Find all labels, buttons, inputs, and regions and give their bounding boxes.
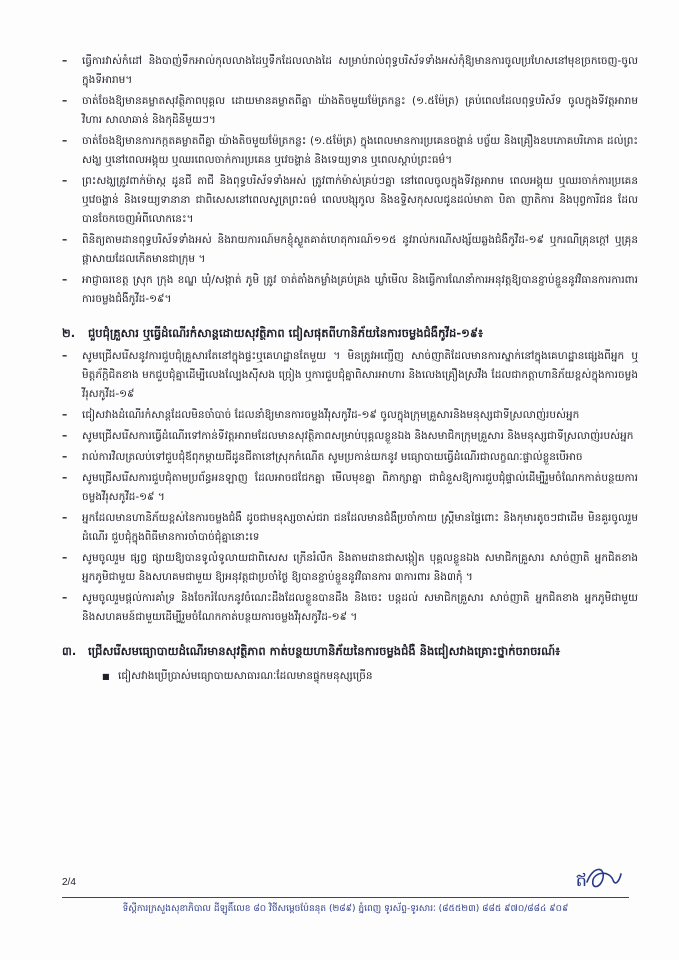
initial-mark: ឥ: [575, 870, 587, 891]
list-item: [62, 271, 638, 309]
list-item-text: រាល់ការវិលត្រលប់ទៅជួបជុំឪពុកម្តាយជីដូនជីតានៅស្រុកកំណើត សូមប្រកាន់យកនូវ មធ្យោបាយធ្វើដំណើរជាលក្ខណៈផ្ទាល់ខ្លួនបើអាច: [82, 451, 583, 463]
list-item: [62, 448, 638, 467]
document-body: [62, 52, 638, 686]
section-2-number: ២.: [62, 326, 76, 340]
list-item-text: ជៀសវាងដំណើរកំសាន្តដែលមិនចាំបាច់ ដែលនាំឱ្យមានការចម្លងវីរុសកូវីដ-១៩ ចូលក្នុងក្រុមគ្រួសារនិងមនុស្សជាទីស្រលាញ់របស់អ្នក: [82, 409, 580, 421]
section-2-list: [62, 347, 638, 627]
section-3-list: [62, 667, 638, 686]
list-item-text: សូមជ្រើសរើសនូវការជួបជុំគ្រួសារតែនៅក្នុងផ្ទះឬគេហដ្ឋានតែមួយ ។ មិនត្រូវអញ្ជើញ សាច់ញាតិដែលមានការស្នាក់នៅក្នុងគេហដ្ឋានផ្សេងពីអ្នក ឬ មិត្តភ័ក្តិជិតខាង មកជួបជុំគ្នាដើម្បីលេងល្បែងសុីសង ច្រៀង ឬការជួបជុំគ្នាពិសារអាហារ និងលេងគ្រឿងស្រវឹង ដែលជាកត្តាហានិភ័យខ្ពស់ក្នុងការចម្លងវីរុសកូវីដ-១៩: [82, 350, 638, 400]
list-item-text: សូមចូលរួម ផ្សព្វ ផ្សាយឱ្យបានទូលំទូលាយជាពិសេស ក្រើនរំលឹក និងតាមដានជាសង្កៀត បុគ្គលខ្លួនឯង សមាជិកគ្រួសារ សាច់ញាតិ អ្នកជិតខាង អ្នកភូមិជាមួយ និងសហគមជាមួយ ឱ្យអនុវត្តជាប្រចាំថ្ងៃ ឱ្យបានខ្ជាប់ខ្ជួននូវវិធានការ ៣ការពារ និង៣កុំ ។: [82, 552, 638, 583]
dash-marker: –: [62, 451, 68, 463]
dash-marker: –: [62, 350, 68, 362]
section-3-title: ជ្រើសរើសមធ្យោបាយដំណើរមានសុវត្ថិភាព កាត់បន្ថយហានិភ័យនៃការចម្លងជំងឺ និងជៀសវាងគ្រោះថ្នាក់ចរាចរណ៍៖: [88, 644, 561, 658]
list-item: [62, 589, 638, 627]
list-item-text: ធ្វើការវាស់កំដៅ និងបាញ់ទឹកអាល់កុលលាងដៃឬទឹកដែលលាងដៃ សម្រាប់រាល់ពុទ្ធបរិស័ទទាំងអស់កុំឱ្យមានការចូលប្រហែសនៅមុខច្រកចេញ-ចូលក្នុងទីអារាម។: [82, 55, 638, 86]
dash-marker: –: [62, 95, 68, 107]
section-2-title: ជួបជុំគ្រួសារ ឬធ្វើដំណើរកំសាន្តដោយសុវត្ថិភាព ជៀសផុតពីហានិភ័យនៃការចម្លងជំងឺកូវីដ-១៩៖: [88, 326, 484, 340]
list-item: [62, 231, 638, 269]
list-item: [62, 172, 638, 229]
section-2-heading: [62, 323, 638, 343]
bullet-item: [102, 667, 638, 686]
list-item: [62, 132, 638, 170]
list-item: [62, 347, 638, 404]
list-item-text: សូមជ្រើសរើសការធ្វើដំណើរទៅកាន់ទីវត្តអារាមដែលមានសុវត្ថិភាពសម្រាប់បុគ្គលខ្លួនឯង និងសមាជិកក្រុមគ្រួសារ និងមនុស្សជាទីស្រលាញ់របស់អ្នក: [82, 430, 634, 442]
section-3-number: ៣.: [62, 644, 77, 658]
dash-marker: –: [62, 234, 68, 246]
bullet-item-text: ជៀសវាងប្រើប្រាស់មធ្យោបាយសាធារណៈដែលមានផ្ទុកមនុស្សច្រើន: [118, 670, 373, 682]
list-item: [62, 509, 638, 547]
dash-marker: –: [62, 175, 68, 187]
list-item-text: ពិនិត្យតាមដានពុទ្ធបរិស័ទទាំងអស់ និងរាយការណ៍មកខ្ញុំស្ងួតគាត់ហេតុការណ៍១១៥ នូវរាល់ករណីសង្ស័យឆ្លងជំងឺកូវីដ-១៩ ឬករណីគ្រុនក្តៅ ឬគ្រុនផ្តាសាយដែលកើតមានជាក្រុម ។: [82, 234, 638, 265]
list-item: [62, 549, 638, 587]
list-item: [62, 469, 638, 507]
list-item-text: ចាត់ចែងឱ្យមានការកក្កតគម្លាតពីគ្នា យ៉ាងតិចមួយម៉ែត្រកន្លះ (១.៥ម៉ែត្រ) ក្នុងពេលមានការប្រគេនចង្ហាន់ បច្ច័យ និងគ្រឿងឧបភោគបរិភោគ ដល់ព្រះសង្ឃ ឬនៅពេលអង្គុយ ឬឈរពេលចាក់ការប្រគេន ឬវេចង្ហាន់ និងទេយ្យទាន ឬពេលស្តាប់ព្រះធម៌។: [82, 135, 638, 166]
dash-marker: –: [62, 135, 68, 147]
list-item-text: ចាត់ចែងឱ្យមានគម្លាតសុវត្ថិភាពបុគ្គល ដោយមានគម្លាតពីគ្នា យ៉ាងតិចមួយម៉ែត្រកន្លះ (១.៥ម៉ែត្រ) គ្រប់ពេលដែលពុទ្ធបរិស័ទ ចូលក្នុងទីវត្តអារាម វិហារ សាលាឆាន់ និងកុដិនីមួយៗ។: [82, 95, 638, 126]
dash-marker: –: [62, 274, 68, 286]
list-item: [62, 52, 638, 90]
footer-address: ទីស្តីការក្រសួងសុខាភិបាល ដីឡូតិ៍លេខ ៨០ វិថីសម្តេចប៉ែននុត (២៨៩) ភ្នំពេញ ទូរស័ព្ទ-ទូរសារៈ (៨៥៥២៣) ៨៨៥ ៩៧០/៨៨៤ ៩០៩: [122, 904, 569, 914]
dash-marker: –: [62, 512, 68, 524]
top-list: [62, 52, 638, 309]
dash-marker: –: [62, 409, 68, 421]
square-bullet-icon: ■: [102, 672, 110, 681]
list-item-text: អាជ្ញាធរខេត្ត ស្រុក ក្រុង ខណ្ឌ ឃុំ/សង្កាត់ ភូមិ ត្រូវ ចាត់តាំងកម្លាំងគ្រប់គ្រង ឃ្លាំមើល និងធ្វើការណែនាំការអនុវត្តឱ្យបានខ្ជាប់ខ្ជួននូវវិធានការការពារការចម្លងជំងឺកូវីដ-១៩។: [82, 274, 638, 305]
list-item-text: ព្រះសង្ឃត្រូវពាក់ម៉ាស្ក ដូនជី តាជី និងពុទ្ធបរិស័ទទាំងអស់ ត្រូវពាក់ម៉ាស់គ្រប់ៗគ្នា នៅពេលចូលក្នុងទីវត្តអារាម ពេលអង្គុយ ឬឈរចាក់ការប្រគេន ឬវេចង្ហាន់ និងទេយ្យទានានា ជាពិសេសនៅពេលសូត្រព្រះធម៌ ពេលបង្សុកូល និងឧទ្ទិសកុសលជូនដល់មាតា បិតា ញាតិការ និងបុព្វការីជន ដែលបានចែកចេញអំពីលោកនេះ។: [82, 175, 638, 225]
dash-marker: –: [62, 592, 68, 604]
list-item-text: សូមជ្រើសរើសការជួបជុំតាមប្រព័ន្ធអនឡាញ ដែលអាចជជែកគ្នា មើលមុខគ្នា ពិភាក្សាគ្នា ជាជំនួសឱ្យការជួបជុំផ្ទាល់ដើម្បីរួមចំណែកកាត់បន្ថយការចម្លងវីរុសកូវីដ-១៩ ។: [82, 472, 638, 503]
footer-divider: [62, 897, 629, 898]
dash-marker: –: [62, 552, 68, 564]
list-item-text: អ្នកដែលមានហានិភ័យខ្ពស់នៃការចម្លងជំងឺ ដូចជាមនុស្សចាស់ជរា ជនដែលមានជំងឺប្រចាំកាយ ស្ត្រីមានផ្ទៃពោះ និងកុមារតូចៗជាដើម មិនគួរចូលរួមដំណើរ ជួបជុំក្នុងពិធីមានការចាំបាច់ជុំគ្នានោះទេ: [82, 512, 638, 543]
page-number: 2/4: [62, 877, 76, 888]
dash-marker: –: [62, 430, 68, 442]
list-item-text: សូមចូលរួមផ្តល់ការគាំទ្រ និងចែករំលែកនូវចំណេះដឹងដែលខ្លួនបានដឹង និងចេះ បន្តដល់ សមាជិកគ្រួសារ សាច់ញាតិ អ្នកជិតខាង អ្នកភូមិជាមួយ និងសហគមន៍ជាមួយដើម្បីរួមចំណែកកាត់បន្ថយការចម្លងវីរុសកូវីដ-១៩ ។: [82, 592, 638, 623]
dash-marker: –: [62, 55, 68, 67]
list-item: [62, 406, 638, 425]
signature: [583, 860, 623, 894]
list-item: [62, 92, 638, 130]
dash-marker: –: [62, 472, 68, 484]
list-item: [62, 427, 638, 446]
section-3-heading: [62, 641, 638, 661]
